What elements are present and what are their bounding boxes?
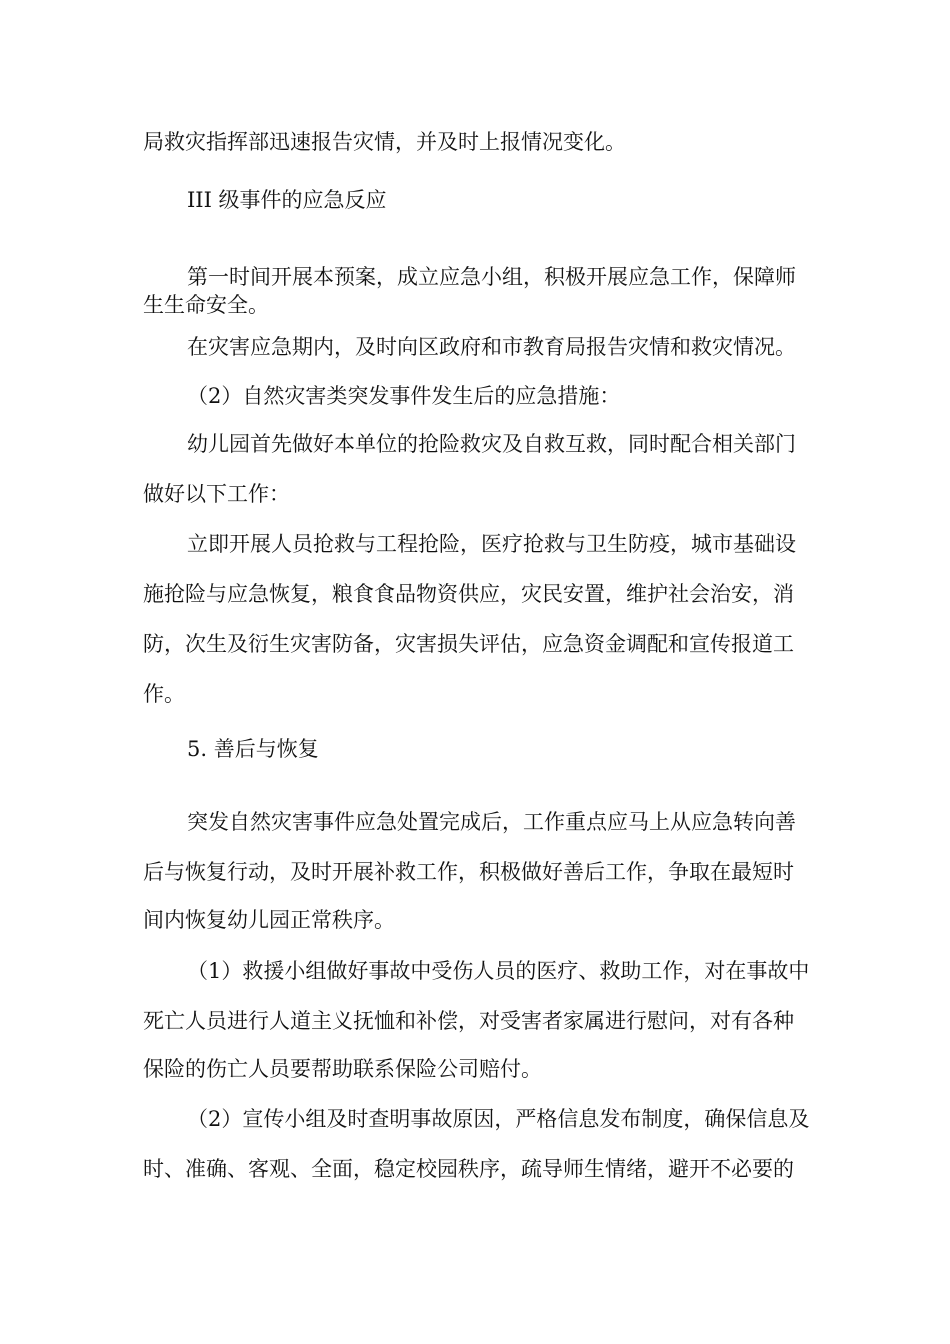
text-line: 第一时间开展本预案，成立应急小组，积极开展应急工作，保障师 [187,265,796,289]
text-line: 局救灾指挥部迅速报告灾情，并及时上报情况变化。 [143,130,626,154]
text-line: 时、准确、客观、全面，稳定校园秩序，疏导师生情绪，避开不必要的 [143,1157,794,1181]
text-line: 突发自然灾害事件应急处置完成后，工作重点应马上从应急转向善 [187,810,796,834]
section-heading: 5. 善后与恢复 [187,737,319,761]
text-line: 生生命安全。 [143,293,269,317]
text-line: 幼儿园首先做好本单位的抢险救灾及自救互救，同时配合相关部门 [187,432,796,456]
text-line: 保险的伤亡人员要帮助联系保险公司赔付。 [143,1057,542,1081]
text-line: （2）自然灾害类突发事件发生后的应急措施： [187,384,621,408]
text-line: 施抢险与应急恢复，粮食食品物资供应，灾民安置，维护社会治安，消 [143,582,794,606]
text-line: 做好以下工作： [143,482,290,506]
text-line: 后与恢复行动，及时开展补救工作，积极做好善后工作，争取在最短时 [143,860,794,884]
text-line: 作。 [143,682,185,706]
text-line: 立即开展人员抢救与工程抢险，医疗抢救与卫生防疫，城市基础设 [187,532,796,556]
text-line: 死亡人员进行人道主义抚恤和补偿，对受害者家属进行慰问，对有各种 [143,1009,794,1033]
text-line: 在灾害应急期内，及时向区政府和市教育局报告灾情和救灾情况。 [187,335,796,359]
section-heading: III 级事件的应急反应 [187,188,387,212]
text-line: 防，次生及衍生灾害防备，灾害损失评估，应急资金调配和宣传报道工 [143,632,794,656]
text-line: （1）救援小组做好事故中受伤人员的医疗、救助工作，对在事故中 [187,959,810,983]
text-line: （2）宣传小组及时查明事故原因，严格信息发布制度，确保信息及 [187,1107,810,1131]
text-line: 间内恢复幼儿园正常秩序。 [143,908,395,932]
